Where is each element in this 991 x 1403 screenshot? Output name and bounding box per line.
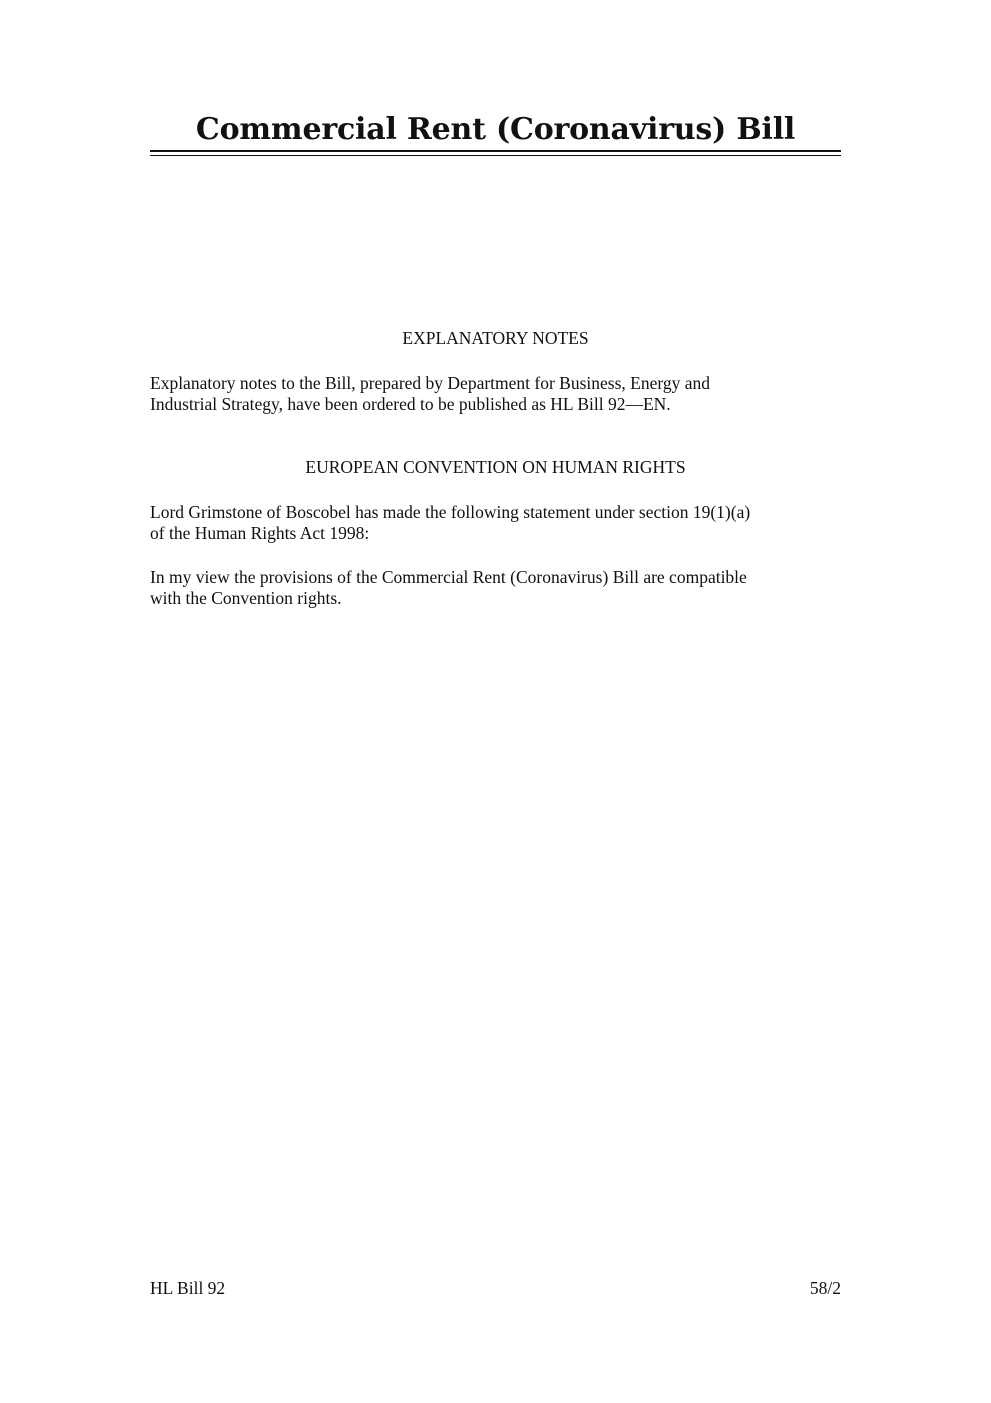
footer-bill-reference: HL Bill 92 (150, 1278, 226, 1298)
explanatory-notes-line-2: Industrial Strategy, have been ordered to be published as HL Bill 92—EN. (150, 394, 671, 414)
echr-view-line-2: with the Convention rights. (150, 588, 342, 608)
explanatory-notes-paragraph (150, 373, 850, 415)
title-rule-thick (150, 150, 841, 152)
explanatory-notes-line-1: Explanatory notes to the Bill, prepared by Department for Business, Energy and (150, 373, 711, 393)
echr-view-paragraph (150, 567, 850, 609)
explanatory-notes-heading: EXPLANATORY NOTES (402, 328, 589, 348)
echr-view-line-1: In my view the provisions of the Commercial Rent (Coronavirus) Bill are compatible (150, 567, 747, 587)
echr-heading: EUROPEAN CONVENTION ON HUMAN RIGHTS (305, 457, 686, 477)
title-rule-thin (150, 155, 841, 156)
footer-page-reference: 58/2 (809, 1278, 841, 1298)
echr-statement-line-1: Lord Grimstone of Boscobel has made the following statement under section 19(1)(a) (150, 502, 751, 522)
bill-title: Commercial Rent (Coronavirus) Bill (195, 112, 796, 147)
echr-statement-line-2: of the Human Rights Act 1998: (150, 523, 370, 543)
echr-statement-paragraph (150, 502, 850, 544)
